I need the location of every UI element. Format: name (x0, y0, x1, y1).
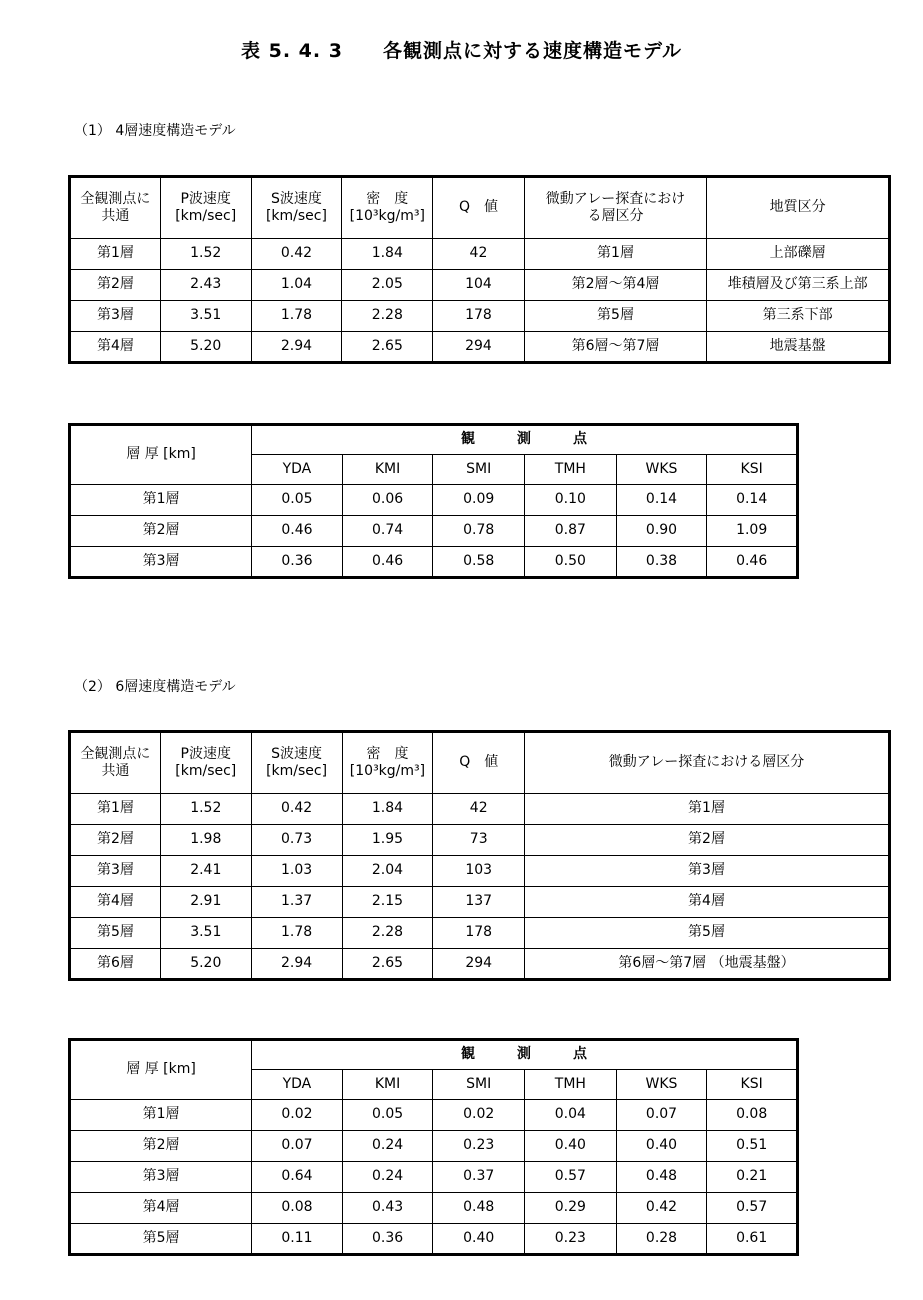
table-row (70, 949, 890, 980)
layer-label: 第2層 (70, 516, 252, 547)
thickness-cell: 0.42 (616, 1193, 707, 1224)
table-row (70, 825, 890, 856)
table-row (70, 856, 890, 887)
table-row (70, 332, 890, 363)
layer-label: 第4層 (70, 332, 161, 363)
layer-label: 第2層 (70, 825, 161, 856)
q-cell: 294 (433, 332, 524, 363)
thickness-cell: 0.23 (433, 1131, 525, 1162)
thickness-cell: 0.48 (616, 1162, 707, 1193)
station-header: WKS (616, 1070, 707, 1100)
thickness-cell: 0.40 (616, 1131, 707, 1162)
thickness-cell: 0.08 (252, 1193, 343, 1224)
table-row (70, 887, 890, 918)
thickness-cell: 0.57 (525, 1162, 617, 1193)
thickness-cell: 0.90 (616, 516, 707, 547)
thickness-cell: 0.14 (707, 485, 798, 516)
thickness-cell: 0.14 (616, 485, 707, 516)
thickness-cell: 0.29 (525, 1193, 617, 1224)
layer-label: 第3層 (70, 856, 161, 887)
thickness-cell: 0.50 (525, 547, 617, 578)
station-header: SMI (433, 1070, 525, 1100)
thickness-cell: 0.43 (342, 1193, 433, 1224)
vp-cell: 1.52 (160, 794, 251, 825)
thickness-cell: 0.05 (252, 485, 343, 516)
header-thickness: 層 厚 [km] (70, 425, 252, 485)
vs-cell: 0.73 (251, 825, 342, 856)
thickness-cell: 0.06 (342, 485, 433, 516)
q-cell: 42 (433, 239, 524, 270)
layer-label: 第3層 (70, 301, 161, 332)
vs-cell: 1.78 (251, 918, 342, 949)
q-cell: 178 (433, 918, 525, 949)
thickness-cell: 0.05 (342, 1100, 433, 1131)
density-cell: 1.84 (342, 239, 433, 270)
q-cell: 42 (433, 794, 525, 825)
station-header: TMH (525, 455, 617, 485)
density-cell: 2.65 (342, 332, 433, 363)
thickness-cell: 0.40 (525, 1131, 617, 1162)
thickness-cell: 0.38 (616, 547, 707, 578)
header-vs: S波速度 [km/sec] (251, 732, 342, 794)
vs-cell: 1.78 (251, 301, 342, 332)
thickness-cell: 0.28 (616, 1224, 707, 1255)
station-header: TMH (525, 1070, 617, 1100)
thickness-cell: 0.23 (525, 1224, 617, 1255)
thickness-cell: 0.58 (433, 547, 525, 578)
vp-cell: 2.41 (160, 856, 251, 887)
station-header: YDA (252, 1070, 343, 1100)
geology-cell: 地震基盤 (707, 332, 890, 363)
vs-cell: 1.03 (251, 856, 342, 887)
array-layer-cell: 第2層 (525, 825, 890, 856)
layer-label: 第2層 (70, 1131, 252, 1162)
header-vs: S波速度 [km/sec] (251, 177, 342, 239)
q-cell: 178 (433, 301, 524, 332)
thickness-cell: 0.24 (342, 1131, 433, 1162)
station-header: KSI (707, 1070, 798, 1100)
station-header: KMI (342, 1070, 433, 1100)
thickness-cell: 0.08 (707, 1100, 798, 1131)
vp-cell: 2.91 (160, 887, 251, 918)
header-q: Q 値 (433, 732, 525, 794)
header-stations: 観 測 点 (252, 1040, 798, 1070)
velocity-table-6-layer (68, 730, 891, 981)
header-q: Q 値 (433, 177, 524, 239)
thickness-cell: 1.09 (707, 516, 798, 547)
thickness-cell: 0.46 (707, 547, 798, 578)
vs-cell: 2.94 (251, 949, 342, 980)
thickness-cell: 0.51 (707, 1131, 798, 1162)
layer-label: 第1層 (70, 485, 252, 516)
density-cell: 1.95 (342, 825, 433, 856)
vp-cell: 5.20 (160, 949, 251, 980)
layer-label: 第4層 (70, 887, 161, 918)
array-layer-cell: 第5層 (525, 918, 890, 949)
vp-cell: 1.52 (160, 239, 251, 270)
table-row (70, 301, 890, 332)
thickness-cell: 0.04 (525, 1100, 617, 1131)
q-cell: 73 (433, 825, 525, 856)
header-vp: P波速度 [km/sec] (160, 732, 251, 794)
page-title: 表 5. 4. 3 各観測点に対する速度構造モデル (241, 40, 682, 62)
table-header-row (70, 177, 890, 239)
thickness-cell: 0.87 (525, 516, 617, 547)
layer-label: 第5層 (70, 1224, 252, 1255)
vs-cell: 1.04 (251, 270, 342, 301)
thickness-cell: 0.02 (433, 1100, 525, 1131)
layer-label: 第5層 (70, 918, 161, 949)
geology-cell: 上部礫層 (707, 239, 890, 270)
header-thickness: 層 厚 [km] (70, 1040, 252, 1100)
layer-label: 第2層 (70, 270, 161, 301)
thickness-cell: 0.02 (252, 1100, 343, 1131)
header-array-layer: 微動アレー探査における層区分 (525, 732, 890, 794)
vp-cell: 1.98 (160, 825, 251, 856)
station-header: KSI (707, 455, 798, 485)
thickness-cell: 0.36 (252, 547, 343, 578)
density-cell: 2.28 (342, 301, 433, 332)
thickness-cell: 0.37 (433, 1162, 525, 1193)
geology-cell: 堆積層及び第三系上部 (707, 270, 890, 301)
thickness-table-6-layer (68, 1038, 799, 1256)
table-row (70, 1193, 798, 1224)
table-row (70, 1131, 798, 1162)
vs-cell: 0.42 (251, 794, 342, 825)
thickness-cell: 0.64 (252, 1162, 343, 1193)
table-row (70, 485, 798, 516)
thickness-cell: 0.24 (342, 1162, 433, 1193)
thickness-cell: 0.07 (616, 1100, 707, 1131)
table-row (70, 547, 798, 578)
header-stations: 観 測 点 (252, 425, 798, 455)
thickness-table-4-layer (68, 423, 799, 579)
table-header-row (70, 732, 890, 794)
vs-cell: 2.94 (251, 332, 342, 363)
table-row (70, 516, 798, 547)
array-layer-cell: 第1層 (525, 794, 890, 825)
array-layer-cell: 第6層～第7層 （地震基盤） (525, 949, 890, 980)
thickness-cell: 0.40 (433, 1224, 525, 1255)
vp-cell: 2.43 (160, 270, 251, 301)
layer-label: 第1層 (70, 239, 161, 270)
thickness-cell: 0.46 (342, 547, 433, 578)
layer-label: 第1層 (70, 794, 161, 825)
table-row (70, 270, 890, 301)
station-header: YDA (252, 455, 343, 485)
array-layer-cell: 第4層 (525, 887, 890, 918)
layer-label: 第3層 (70, 547, 252, 578)
density-cell: 2.28 (342, 918, 433, 949)
thickness-cell: 0.46 (252, 516, 343, 547)
thickness-cell: 0.74 (342, 516, 433, 547)
header-array-layer: 微動アレー探査における層区分 (524, 177, 707, 239)
q-cell: 294 (433, 949, 525, 980)
table-row (70, 794, 890, 825)
header-vp: P波速度 [km/sec] (160, 177, 251, 239)
thickness-cell: 0.78 (433, 516, 525, 547)
section-heading-4-layer: （1） 4層速度構造モデル (74, 123, 236, 139)
density-cell: 2.15 (342, 887, 433, 918)
table-row (70, 1100, 798, 1131)
section-heading-6-layer: （2） 6層速度構造モデル (74, 679, 236, 695)
vs-cell: 1.37 (251, 887, 342, 918)
thickness-cell: 0.11 (252, 1224, 343, 1255)
table-row (70, 918, 890, 949)
thickness-cell: 0.48 (433, 1193, 525, 1224)
velocity-table-4-layer (68, 175, 891, 364)
vp-cell: 3.51 (160, 918, 251, 949)
thickness-cell: 0.61 (707, 1224, 798, 1255)
density-cell: 1.84 (342, 794, 433, 825)
header-density: 密 度 [10³kg/m³] (342, 177, 433, 239)
table-row (70, 1162, 798, 1193)
vp-cell: 3.51 (160, 301, 251, 332)
thickness-cell: 0.09 (433, 485, 525, 516)
table-row (70, 1224, 798, 1255)
thickness-cell: 0.10 (525, 485, 617, 516)
vp-cell: 5.20 (160, 332, 251, 363)
station-header: KMI (342, 455, 433, 485)
density-cell: 2.05 (342, 270, 433, 301)
header-geology: 地質区分 (707, 177, 890, 239)
header-common: 全観測点に共通 (70, 177, 161, 239)
layer-label: 第4層 (70, 1193, 252, 1224)
array-layer-cell: 第1層 (524, 239, 707, 270)
header-density: 密 度 [10³kg/m³] (342, 732, 433, 794)
thickness-cell: 0.21 (707, 1162, 798, 1193)
array-layer-cell: 第3層 (525, 856, 890, 887)
thickness-cell: 0.07 (252, 1131, 343, 1162)
density-cell: 2.04 (342, 856, 433, 887)
station-header: SMI (433, 455, 525, 485)
q-cell: 137 (433, 887, 525, 918)
layer-label: 第6層 (70, 949, 161, 980)
density-cell: 2.65 (342, 949, 433, 980)
q-cell: 103 (433, 856, 525, 887)
layer-label: 第1層 (70, 1100, 252, 1131)
vs-cell: 0.42 (251, 239, 342, 270)
array-layer-cell: 第6層～第7層 (524, 332, 707, 363)
table-row (70, 239, 890, 270)
thickness-cell: 0.36 (342, 1224, 433, 1255)
geology-cell: 第三系下部 (707, 301, 890, 332)
array-layer-cell: 第5層 (524, 301, 707, 332)
layer-label: 第3層 (70, 1162, 252, 1193)
station-header: WKS (616, 455, 707, 485)
array-layer-cell: 第2層～第4層 (524, 270, 707, 301)
thickness-cell: 0.57 (707, 1193, 798, 1224)
header-common: 全観測点に共通 (70, 732, 161, 794)
q-cell: 104 (433, 270, 524, 301)
